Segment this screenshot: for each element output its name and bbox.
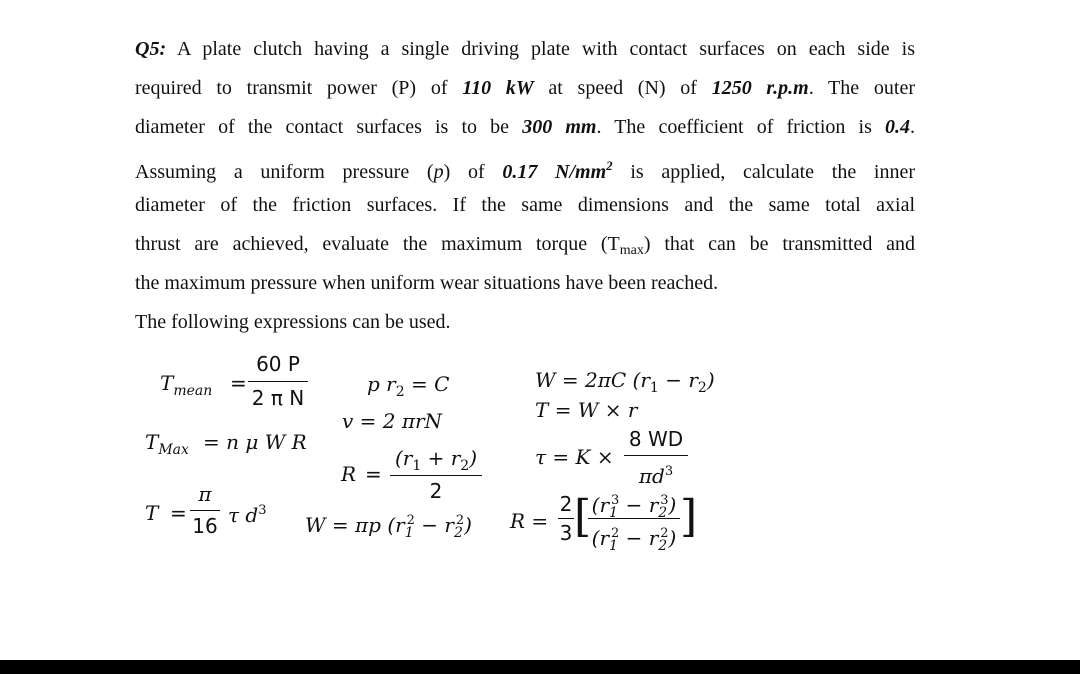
eq-t-max-lhs: [145, 430, 189, 462]
eq-t-shaft-numerator: π: [198, 482, 212, 506]
question-line-6: [135, 227, 915, 261]
superscript: 2: [606, 158, 613, 173]
eq-w-uniform-pressure: [305, 509, 472, 545]
question-line-3: [135, 110, 915, 144]
fraction-bar: [190, 510, 220, 511]
superscript: 2: [660, 526, 669, 541]
subscript: 1: [404, 525, 414, 541]
text-run: A plate clutch having a single driving plate with contact surfaces on each side is: [166, 38, 915, 60]
subscript: max: [619, 243, 644, 258]
fraction-bar: [248, 381, 308, 382]
text-run: Assuming a uniform pressure (: [135, 161, 434, 183]
eq-torque-w-r: T = W × r: [535, 398, 638, 422]
question-line-5: diameter of the friction surfaces. If the same dimensions and the same total axial: [135, 194, 915, 216]
text-run: (r: [394, 446, 413, 470]
text-run: − r: [414, 513, 454, 537]
eq-r-friction-lhs: R =: [510, 509, 549, 533]
text-run: . The outer: [808, 77, 915, 99]
question-line-7: the maximum pressure when uniform wear situations have been reached.: [135, 272, 719, 294]
question-line-8: The following expressions can be used.: [135, 311, 451, 333]
subscript: Max: [158, 442, 189, 458]
eq-t-mean-equals: =: [230, 371, 247, 395]
superscript: 2: [406, 513, 415, 528]
subscript: 1: [609, 505, 618, 521]
symbol: T: [160, 371, 174, 395]
superscript: 3: [664, 464, 674, 479]
text-run: ) of: [443, 161, 503, 183]
text-run: thrust are achieved, evaluate the maximum torque (T: [135, 233, 620, 255]
text-run: ) that can be transmitted and: [643, 233, 916, 255]
text-run: is applied, calculate the inner: [612, 161, 915, 183]
text-run: ): [464, 513, 472, 537]
speed-value: 1250 r.p.m: [711, 77, 809, 99]
left-bracket: [: [574, 491, 592, 542]
eq-t-shaft-rhs: [228, 499, 267, 527]
pressure-value: [502, 158, 613, 183]
text-run: p r: [367, 372, 396, 396]
eq-r-friction-numerator: [588, 489, 680, 525]
subscript: 1: [609, 538, 618, 554]
text-run: ): [706, 368, 715, 392]
diameter-value: 300 mm: [522, 116, 597, 138]
text-run: − r: [658, 368, 698, 392]
power-value: 110 kW: [462, 77, 534, 99]
eq-r-mean-denominator: 2: [429, 479, 443, 503]
eq-tau-denominator: [624, 460, 688, 488]
text-run: (r: [591, 526, 610, 550]
eq-w-uniform-wear: [535, 368, 715, 400]
pressure-symbol: p: [433, 161, 444, 183]
subscript: 2: [658, 538, 668, 554]
subscript: 2: [453, 525, 463, 541]
text-run: = C: [411, 372, 450, 396]
eq-t-shaft-denominator: 16: [192, 514, 218, 538]
question-line-2: [135, 71, 915, 105]
eq-t-mean-numerator: 60 P: [256, 352, 300, 376]
superscript: 3: [258, 503, 267, 518]
subscript: 2: [395, 384, 405, 400]
eq-tau-lhs: τ = K ×: [535, 445, 614, 469]
superscript: 3: [610, 493, 620, 508]
eq-t-shaft-equals: =: [170, 501, 187, 525]
text-run: τ d: [228, 503, 259, 527]
subscript: 2: [697, 380, 707, 396]
superscript: 2: [610, 526, 620, 541]
text-run: W = πp (r: [305, 513, 405, 537]
eq-r-friction-coef-den: 3: [559, 521, 573, 545]
eq-tau-numerator: 8 WD: [628, 427, 684, 451]
superscript: 2: [455, 513, 465, 528]
subscript: mean: [173, 383, 213, 399]
text-run: ): [668, 493, 677, 517]
fraction-bar: [624, 455, 688, 456]
eq-t-max-rhs: = n μ W R: [203, 430, 307, 454]
pressure-value-text: 0.17 N/mm: [502, 161, 607, 183]
eq-r-mean-lhs: R: [341, 462, 357, 486]
text-run: ): [668, 526, 677, 550]
text-run: (r: [591, 493, 610, 517]
subscript: 2: [460, 458, 470, 474]
subscript: 1: [412, 458, 422, 474]
text-run: − r: [619, 526, 659, 550]
text-run: required to transmit power (P) of: [135, 77, 463, 99]
friction-coefficient-value: 0.4: [885, 116, 910, 138]
eq-t-mean-denominator: 2 π N: [251, 386, 305, 410]
eq-pr2: [367, 372, 449, 404]
eq-t-shaft-lhs: T: [145, 501, 159, 525]
fraction-bar: [558, 518, 574, 519]
question-line-4: [135, 149, 915, 183]
right-bracket: ]: [680, 491, 698, 542]
eq-velocity: v = 2 πrN: [342, 409, 443, 433]
fraction-bar: [390, 475, 482, 476]
fraction-bar: [588, 518, 680, 519]
text-run: + r: [421, 446, 461, 470]
question-line-1: [135, 32, 915, 66]
eq-t-mean-lhs: [160, 371, 212, 403]
text-run: . The coefficient of friction is: [596, 116, 885, 138]
eq-r-mean-equals: =: [365, 462, 382, 486]
symbol: T: [145, 430, 159, 454]
eq-r-friction-coef-num: 2: [559, 492, 573, 516]
subscript: 1: [649, 380, 659, 396]
eq-r-friction-denominator: [588, 522, 680, 558]
text-run: diameter of the contact surfaces is to be: [135, 116, 523, 138]
text-run: πd: [638, 464, 665, 488]
text-run: ): [469, 446, 478, 470]
bottom-bar: [0, 660, 1080, 674]
text-run: at speed (N) of: [533, 77, 712, 99]
eq-r-mean-numerator: [390, 446, 482, 478]
subscript: 2: [658, 505, 668, 521]
question-label: Q5:: [135, 38, 167, 60]
text-run: W = 2πC (r: [535, 368, 650, 392]
superscript: 3: [660, 493, 669, 508]
text-run: .: [910, 116, 915, 138]
text-run: − r: [619, 493, 659, 517]
